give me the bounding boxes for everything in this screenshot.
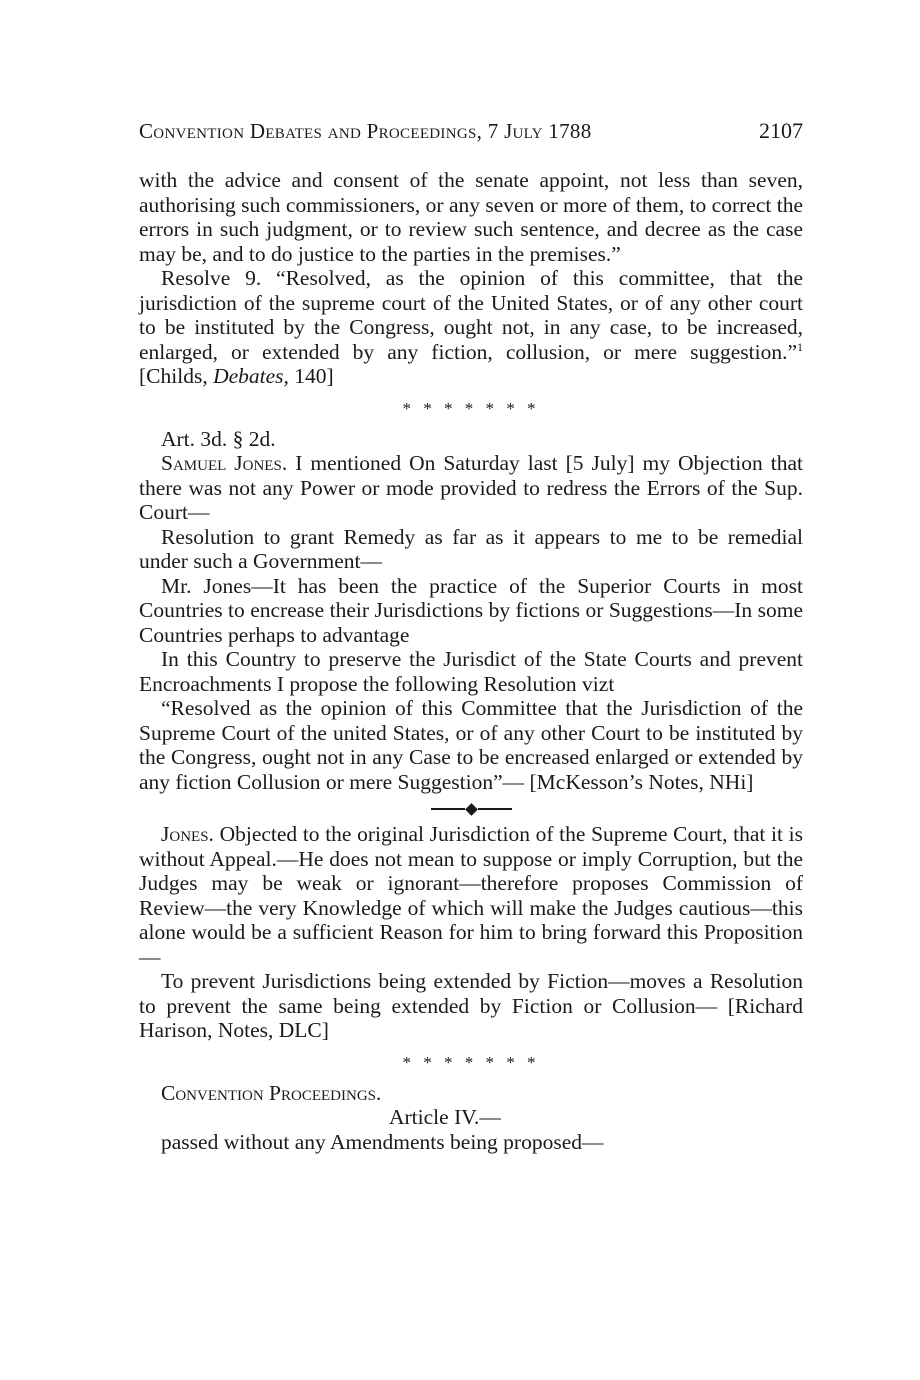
speech-text: Objected to the original Jurisdiction of the Supreme Court, that it is without Appeal.—He does not mean to suppose or imply Corruption, but the Judges may be weak or ignorant—therefore proposes Commission of Review—the very Knowledge of which will make the Judges cautious—this alone would be a sufficient Reason for him to bring forward this Proposition— (139, 822, 803, 969)
paragraph-mr-jones: Mr. Jones—It has been the practice of the Superior Courts in most Countries to encrease their Jurisdictions by fictions or Suggestions—In some Countries perhaps to advantage (139, 573, 803, 647)
citation-suffix: 140] (288, 364, 334, 388)
citation-title: Debates, (213, 364, 289, 388)
running-head (139, 118, 803, 144)
ornament-line-left (431, 808, 465, 810)
paragraph-resolve-9 (139, 266, 803, 389)
paragraph-this-country: In this Country to preserve the Jurisdict of the State Courts and prevent Encroachments I propose the following Resolution vizt (139, 647, 803, 696)
paragraph-resolved-quote: “Resolved as the opinion of this Committee that the Jurisdiction of the Supreme Court of the united States, or of any other Court to be instituted by the Congress, ought not in any Case to be encreased enlarged or extended by any fiction Collusion or mere Suggestion”— [McKesson’s Notes, NHi] (139, 696, 803, 794)
page-number: 2107 (759, 118, 803, 143)
document-page (139, 118, 803, 1154)
citation-prefix: [Childs, (139, 364, 214, 388)
section-separator-asterisks: * * * * * * * (402, 1052, 540, 1072)
paragraph-resolution-remedy: Resolution to grant Remedy as far as it appears to me to be remedial under such a Government— (139, 524, 803, 573)
paragraph-passed: passed without any Amendments being proposed— (161, 1129, 604, 1154)
paragraph-continuation: with the advice and consent of the senate appoint, not less than seven, authorising such commissioners, or any seven or more of them, to correct the errors in such judgment, or to review such sentence, and decree as the case may be, and to do justice to the parties in the premises.” (139, 168, 803, 266)
paragraph-article-ref: Art. 3d. § 2d. (161, 426, 276, 451)
section-separator-asterisks: * * * * * * * (402, 398, 540, 418)
section-ornament-divider (139, 796, 803, 822)
ornament-line-right (478, 808, 512, 810)
paragraph-jones-objected (139, 822, 803, 969)
convention-proceedings-heading: Convention Proceedings. (161, 1080, 382, 1105)
running-head-title: Convention Debates and Proceedings, 7 July 1788 (139, 119, 592, 143)
resolve-9-text: Resolve 9. “Resolved, as the opinion of this committee, that the jurisdiction of the supreme court of the United States, or of any other court to be instituted by the Congress, ought not, in any case, to be increased, enlarged, or extended by any fiction, collusion, or mere suggestion.” (139, 266, 803, 364)
paragraph-prevent-jurisdictions: To prevent Jurisdictions being extended by Fiction—moves a Resolution to prevent the same being extended by Fiction or Collusion— [Richard Harison, Notes, DLC] (139, 969, 803, 1042)
paragraph-samuel-jones (139, 451, 803, 525)
article-heading: Article IV.— (389, 1105, 501, 1129)
ornament-diamond (465, 803, 478, 816)
footnote-marker: 1 (797, 339, 803, 354)
speaker-name: Jones. (161, 822, 214, 846)
speaker-name: Samuel Jones. (161, 451, 288, 475)
speech-text: I mentioned On Saturday last [5 July] my Objection that there was not any Power or mode provided to redress the Errors of the Sup. Court— (139, 451, 803, 524)
